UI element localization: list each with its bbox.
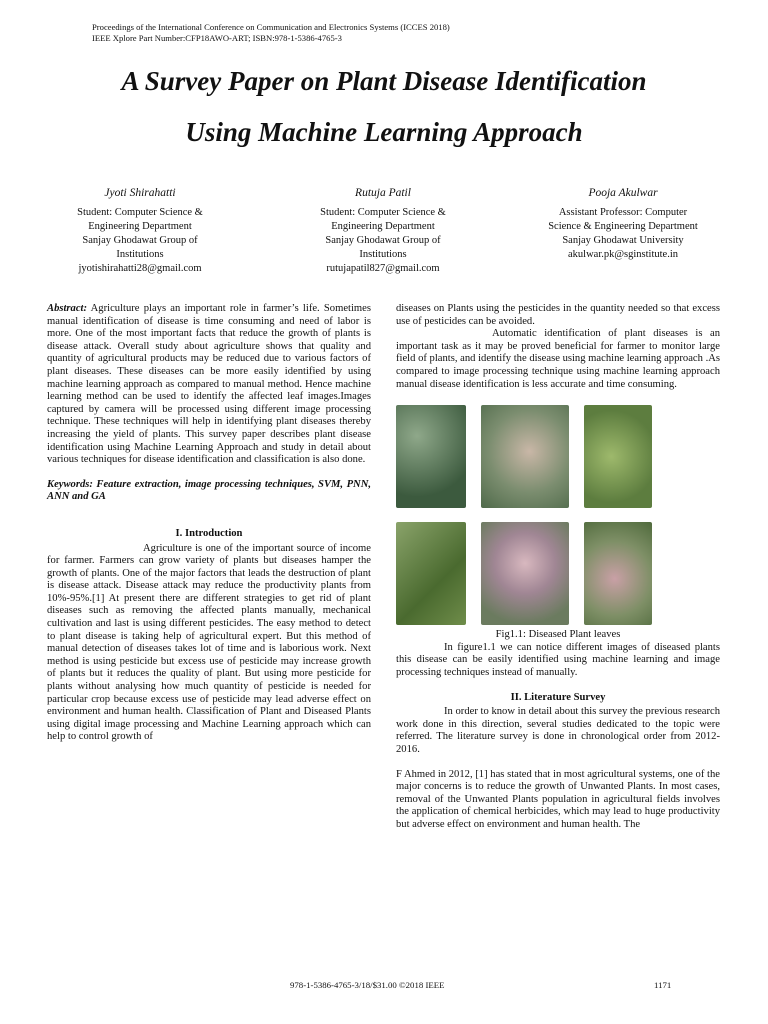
leaf-image [396,522,466,625]
author-affiliation: Sanjay Ghodawat Group of [82,235,198,246]
author-affiliation: Institutions [116,249,164,260]
right-column [396,303,720,831]
author-2 [283,186,483,276]
section-heading-introduction: I. Introduction [175,527,243,539]
paragraph: F Ahmed in 2012, [1] has stated that in most agricultural systems, one of the major concerns is to reduce the growth of Unwanted Plants. In most cases, removal of the Unwanted Plants population in agricultural fields involves the application of chemical herbicides, which may lead to huge productivity but adverse effect on environment and human health. The [396,768,720,830]
paper-title-line-1: A Survey Paper on Plant Disease Identification [121,66,647,96]
section-heading-literature-survey: II. Literature Survey [510,691,606,703]
paragraph: In figure1.1 we can notice different images of diseased plants this disease can be easily identified using machine learning and image processing techniques instead of manually. [396,641,720,678]
abstract [47,303,371,467]
leaf-image [584,405,652,508]
page-number: 1171 [654,980,672,990]
leaf-image [481,522,569,625]
conference-line-2: IEEE Xplore Part Number:CFP18AWO-ART; ISBN:978-1-5386-4765-3 [92,33,342,43]
author-affiliation: Sanjay Ghodawat University [562,235,684,246]
author-affiliation: Engineering Department [331,221,435,232]
figure-diseased-leaves [396,405,720,625]
author-name: Rutuja Patil [355,187,411,199]
author-1 [40,186,240,276]
introduction-text: Agriculture is one of the important source of income for farmer. Farmers can grow variety of plants but diseases hamper the growth of plants. One of the major factors that leads the destruction of plant is disease attack. Disease attack may reduce the productivity plants from 10%-95%.[1] At present there are different strategies to get rid of plant diseases such as removing the affected plants manually, mechanical cultivation and last is using different pesticides. The easy method to detect to plant disease is taking help of agricultural expert. But this method of manual detection of diseases takes lot of time and is laborious work. Next method is using pesticide but excess use of pesticide may increase growth of plants but it reduces the quality of plant. But using more pesticide for plants without analysing how much quantity of pesticide is needed for particular crop because excess use of pesticide may lead adverse effect on environment and human health. Classification of Plant and Diseased Plants using digital image processing and Machine Learning approach which can help to control growth of [47,542,371,743]
leaf-image [396,405,466,508]
author-name: Pooja Akulwar [588,187,658,199]
abstract-label: Abstract: [47,303,88,314]
author-affiliation: Assistant Professor: Computer [558,207,688,218]
paper-title-line-2: Using Machine Learning Approach [185,117,583,147]
author-affiliation: Student: Computer Science & [77,207,203,218]
paragraph: In order to know in detail about this survey the previous research work done in this direction, several studies dedicated to the topic were referred. The literature survey is done in chronological order from 2012-2016. [396,706,720,755]
author-affiliation: Sanjay Ghodawat Group of [325,235,441,246]
paragraph: Automatic identification of plant diseases is an important task as it may be proved beneficial for farmer to monitor large field of plants, and identify the disease using machine learning approach .As compared to image processing technique using machine learning approach manual disease identification is less accurate and time consuming. [396,328,720,390]
figure-caption: Fig1.1: Diseased Plant leaves [495,629,621,641]
author-email: jyotishirahatti28@gmail.com [78,263,202,274]
paragraph: diseases on Plants using the pesticides in the quantity needed so that excess use of pesticides can be avoided. [396,303,720,327]
author-affiliation: Science & Engineering Department [548,221,698,232]
keywords: Keywords: Feature extraction, image processing techniques, SVM, PNN, ANN and GA [47,478,371,503]
author-affiliation: Institutions [359,249,407,260]
leaf-image [481,405,569,508]
author-3 [510,186,736,262]
author-email: akulwar.pk@sginstitute.in [568,249,678,260]
conference-line-1: Proceedings of the International Conference on Communication and Electronics Systems (ICCES 2018) [92,22,450,32]
conference-header [92,22,450,44]
left-column [47,303,371,744]
leaf-image [584,522,652,625]
author-name: Jyoti Shirahatti [104,187,176,199]
footer-copyright: 978-1-5386-4765-3/18/$31.00 ©2018 IEEE [290,980,445,990]
author-affiliation: Engineering Department [88,221,192,232]
abstract-text: Agriculture plays an important role in farmer’s life. Sometimes manual identification of disease is time consuming and need of labor is more. One of the most important facts that reduce the growth of plants is disease attack. Overall study about agriculture shows that quality and quantity of agricultural products may be reduced due to various factors of plant diseases. These diseases can be more easily identified by using machine learning approach as compared to manual method. Hence machine learning method can be used to identify the affected leaf images.Images captured by camera will be processed using different image processing technique. These techniques will help in identifying plant diseases thereby increasing the yield of plants. This survey paper describes plant disease identification using Machine Learning Approach and study in detail about various techniques for disease identification and classification is also done. [47,303,371,466]
author-affiliation: Student: Computer Science & [320,207,446,218]
author-email: rutujapatil827@gmail.com [326,263,440,274]
